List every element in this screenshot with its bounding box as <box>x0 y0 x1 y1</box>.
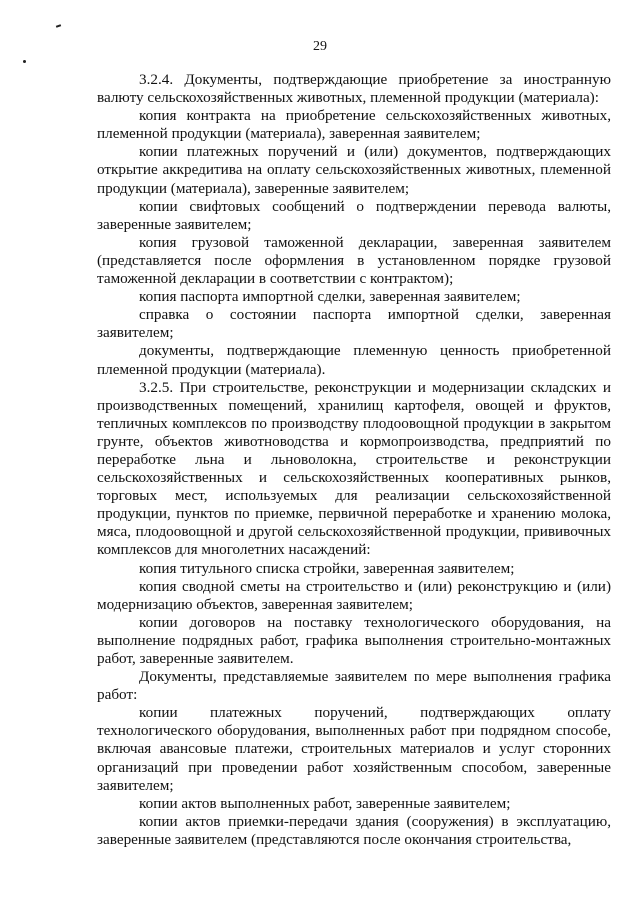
paragraph-supply-contracts: копии договоров на поставку технологического оборудования, на выполнение подрядных работ, графика выполнения строительно-монтажных работ, заверенные заявителем. <box>97 613 611 667</box>
paragraph-title-list: копия титульного списка стройки, заверенная заявителем; <box>139 559 515 577</box>
paragraph-passport-status: справка о состоянии паспорта импортной сделки, заверенная заявителем; <box>97 306 611 342</box>
paragraph-swift-messages: копии свифтовых сообщений о подтверждении перевода валюты, заверенные заявителем; <box>97 197 611 233</box>
paragraph-3-2-5-heading: 3.2.5. При строительстве, реконструкции и модернизации складских и производственных помещений, хранилищ картофеля, овощей и фруктов, тепличных комплексов по производству плодоовощной продукции в закрытом грунте, объектов животноводства и кормопроизводства, предприятий по переработке льна и льноволокна, строительстве и реконструкции сельскохозяйственных и сельскохозяйственных кооперативных рынков, торговых мест, используемых для реализации сельскохозяйственной продукции, пунктов по приемке, первичной переработке и хранению молока, мяса, плодоовощной и другой сельскохозяйственной продукции, прививочных комплексов для многолетних насаждений: <box>97 378 611 559</box>
paragraph-work-acts: копии актов выполненных работ, заверенные заявителем; <box>139 794 511 812</box>
document-body <box>97 71 611 849</box>
paragraph-breeding-value: документы, подтверждающие племенную ценность приобретенной племенной продукции (материала). <box>97 342 611 378</box>
paragraph-payment-orders: копии платежных поручений и (или) документов, подтверждающих открытие аккредитива на оплату сельскохозяйственных животных, племенной продукции (материала), заверенные заявителем; <box>97 143 611 197</box>
scan-mark <box>56 24 61 28</box>
paragraph-acceptance-acts: копии актов приемки-передачи здания (сооружения) в эксплуатацию, заверенные заявителем (представляются после окончания строительства, <box>97 812 611 848</box>
paragraph-contract-copy: копия контракта на приобретение сельскохозяйственных животных, племенной продукции (материала), заверенная заявителем; <box>97 107 611 143</box>
paragraph-summary-estimate: копия сводной сметы на строительство и (или) реконструкцию и (или) модернизацию объектов, заверенная заявителем; <box>97 577 611 613</box>
scan-dot <box>23 60 26 63</box>
page-number: 29 <box>313 39 327 54</box>
paragraph-3-2-4-heading: 3.2.4. Документы, подтверждающие приобретение за иностранную валюту сельскохозяйственных животных, племенной продукции (материала): <box>97 71 611 107</box>
paragraph-payment-copies: копии платежных поручений, подтверждающих оплату технологического оборудования, выполненных работ при подрядном способе, включая авансовые платежи, строительных материалов и услуг сторонних организаций при проведении работ хозяйственным способом, заверенные заявителем; <box>97 704 611 794</box>
paragraph-schedule-documents: Документы, представляемые заявителем по мере выполнения графика работ: <box>97 668 611 704</box>
paragraph-import-passport: копия паспорта импортной сделки, заверенная заявителем; <box>139 288 521 306</box>
paragraph-customs-declaration: копия грузовой таможенной декларации, заверенная заявителем (представляется после оформления в установленном порядке грузовой таможенной декларации в соответствии с контрактом); <box>97 233 611 288</box>
